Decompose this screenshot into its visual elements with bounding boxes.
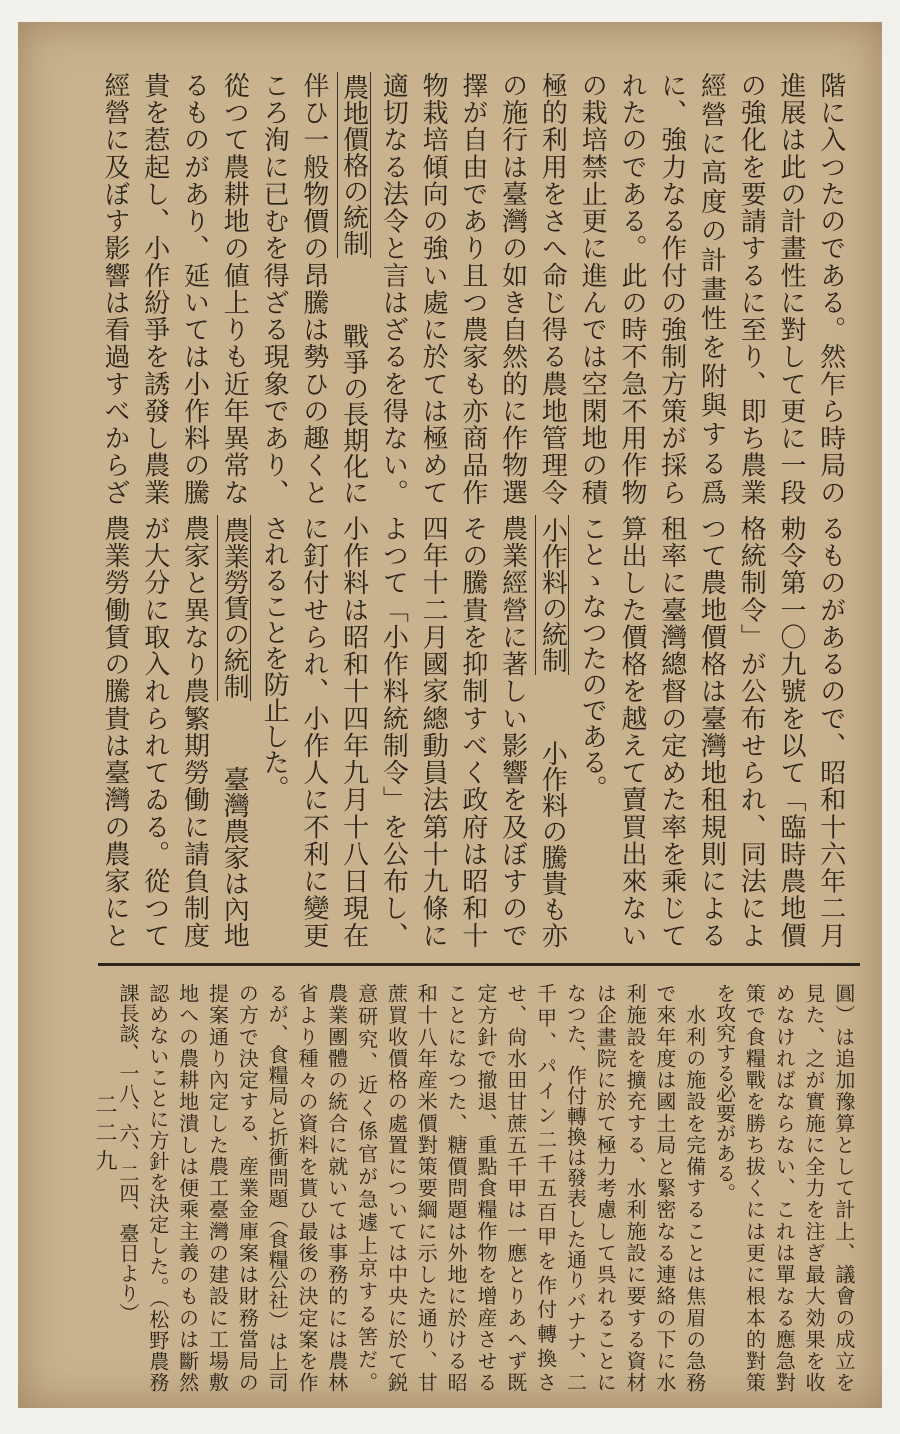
column-text: 算出した價格を越えて賣買出來ない bbox=[616, 515, 647, 948]
column-text: を攻究する必要がある。 bbox=[712, 983, 737, 1203]
text-column bbox=[296, 983, 318, 1392]
text-column bbox=[498, 515, 528, 948]
column-text: 進展は此の計畫性に對して更に一段 bbox=[776, 72, 807, 505]
column-text: 農業團體の統合に就いては事務的には農林 bbox=[324, 983, 349, 1392]
text-column bbox=[696, 515, 726, 948]
column-text: ことになつた、糖價問題は外地に於ける昭 bbox=[444, 983, 469, 1392]
text-column bbox=[259, 515, 289, 948]
column-text: 戰爭の長期化に bbox=[338, 323, 369, 505]
text-column bbox=[259, 72, 289, 505]
text-column bbox=[326, 983, 348, 1392]
column-text: 千甲、パイン二千五百甲を作付轉換さ bbox=[533, 983, 558, 1392]
text-column bbox=[657, 515, 687, 948]
text-column bbox=[696, 72, 726, 505]
text-column bbox=[535, 983, 557, 1392]
text-column bbox=[266, 983, 288, 1392]
column-text: るが、食糧局と折衝問題（食糧公社）は上司 bbox=[265, 983, 290, 1393]
column-text: 水利の施設を完備することは焦眉の急務 bbox=[682, 983, 707, 1392]
column-text: 省より種々の資料を貰ひ最後の決定案を作 bbox=[294, 983, 319, 1392]
text-column bbox=[684, 983, 706, 1392]
text-column bbox=[657, 72, 687, 505]
text-column bbox=[475, 983, 497, 1392]
column-text: 從つて農耕地の値上りも近年異常な bbox=[219, 72, 250, 505]
text-column bbox=[458, 72, 488, 505]
column-text: 定方針で撤退、重點食糧作物を增産させる bbox=[473, 983, 498, 1392]
column-text: 伴ひ一般物價の昂騰は勢ひの趣くと bbox=[298, 72, 329, 505]
column-text: 地への農耕地潰しは便乘主義のものは斷然 bbox=[175, 983, 200, 1392]
column-text: その騰貴を抑制すべく政府は昭和十 bbox=[457, 515, 488, 948]
text-column bbox=[624, 983, 646, 1392]
text-column bbox=[219, 72, 249, 505]
text-column bbox=[356, 983, 378, 1392]
section-heading: 小作料の統制 bbox=[537, 517, 568, 673]
column-text: 小作料の騰貴も亦 bbox=[537, 740, 568, 948]
column-text: れたのである。此の時不急不用作物 bbox=[616, 72, 647, 505]
text-column bbox=[736, 515, 766, 948]
text-column bbox=[537, 72, 567, 505]
column-text: 意研究、近く係官が急遽上京する筈だ。 bbox=[354, 983, 379, 1392]
column-text: よつて「小作料統制令」を公布し、 bbox=[378, 515, 409, 948]
column-text: に釘付せられ、小作人に不利に變更 bbox=[298, 515, 329, 948]
text-column bbox=[100, 72, 130, 505]
column-text: 提案通り內定した農工臺灣の建設に工場敷 bbox=[205, 983, 230, 1392]
text-column bbox=[140, 515, 170, 948]
column-text: るものがあるので、昭和十六年二月 bbox=[815, 515, 846, 948]
text-column bbox=[743, 983, 765, 1392]
text-column bbox=[415, 983, 437, 1392]
text-column bbox=[418, 72, 448, 505]
column-text: 勅令第一〇九號を以て「臨時農地價 bbox=[776, 515, 807, 948]
column-text: 小作料は昭和十四年九月十八日現在 bbox=[338, 515, 369, 948]
text-column bbox=[299, 515, 329, 948]
column-text: 農業勞働賃の騰貴は臺灣の農家にと bbox=[100, 515, 130, 948]
column-text: 物栽培傾向の強い處に於ては極めて bbox=[418, 72, 449, 505]
column-text: 認めないことに方針を決定した。（松野農務 bbox=[145, 983, 170, 1392]
text-column bbox=[505, 983, 527, 1392]
column-text: 租率に臺灣總督の定めた率を乘じて bbox=[656, 515, 687, 948]
column-text: 課長談、一八、六、二四、臺日より） bbox=[116, 983, 140, 1323]
column-text: で來年度は國土局と緊密なる連絡の下に水 bbox=[652, 983, 677, 1392]
text-column bbox=[219, 515, 249, 948]
text-column bbox=[206, 983, 228, 1392]
text-column bbox=[833, 983, 855, 1392]
column-text: 利施設を擴充する、水利施設に要する資材 bbox=[623, 983, 648, 1392]
column-text: 適切なる法令と言はざるを得ない。 bbox=[378, 72, 409, 505]
column-text: 四年十二月國家總動員法第十九條に bbox=[418, 515, 449, 948]
text-column bbox=[180, 72, 210, 505]
middle-text-block bbox=[100, 515, 846, 948]
text-column bbox=[776, 515, 806, 948]
column-text: 策で食糧戰を勝ち拔くには更に根本的對策 bbox=[742, 983, 767, 1392]
text-column bbox=[736, 72, 766, 505]
text-column bbox=[803, 983, 825, 1392]
text-column bbox=[140, 72, 170, 505]
text-column bbox=[445, 983, 467, 1392]
column-text: なつた、作付轉換は發表した通りバナナ、二 bbox=[563, 983, 588, 1393]
column-text: されることを防止した。 bbox=[259, 515, 290, 801]
column-text: るものがあり、延いては小作料の騰 bbox=[179, 72, 210, 505]
text-column bbox=[378, 72, 408, 505]
column-text: 農業經營に著しい影響を及ぼすので bbox=[497, 515, 528, 948]
text-column bbox=[816, 515, 846, 948]
text-column bbox=[299, 72, 329, 505]
text-column bbox=[654, 983, 676, 1392]
text-column bbox=[117, 983, 139, 1392]
column-text: の方で決定する、産業金庫案は財務當局の bbox=[235, 983, 260, 1392]
text-column bbox=[418, 515, 448, 948]
column-text: は企畫院に於て極力考慮して呉れることに bbox=[593, 983, 618, 1392]
notes-block bbox=[117, 983, 855, 1392]
text-column bbox=[577, 72, 607, 505]
text-column bbox=[816, 72, 846, 505]
text-column bbox=[458, 515, 488, 948]
text-column bbox=[617, 515, 647, 948]
text-column bbox=[577, 515, 607, 948]
column-text: 擇が自由であり且つ農家も亦商品作 bbox=[457, 72, 488, 505]
column-text: せ、尙水田甘蔗五千甲は一應とりあへず既 bbox=[503, 983, 528, 1392]
column-text: 臺灣農家は內地 bbox=[219, 766, 250, 948]
column-text: 階に入つたのである。然乍ら時局の bbox=[815, 72, 846, 505]
text-column bbox=[537, 515, 567, 948]
column-text: の施行は臺灣の如き自然的に作物選 bbox=[497, 72, 528, 505]
text-column bbox=[177, 983, 199, 1392]
column-text: ことゝなつたのである。 bbox=[577, 515, 608, 801]
column-text: 農家と異なり農繁期勞働に請負制度 bbox=[179, 515, 210, 948]
upper-text-block bbox=[100, 72, 846, 505]
column-text: の強化を要請するに至り、即ち農業 bbox=[736, 72, 767, 505]
text-column bbox=[339, 72, 369, 505]
text-column bbox=[100, 515, 130, 948]
text-column bbox=[714, 983, 736, 1392]
text-column bbox=[498, 72, 528, 505]
column-text: 見た、之が實施に全力を注ぎ最大効果を收 bbox=[802, 983, 827, 1392]
column-text: 貴を惹起し、小作紛爭を誘發し農業 bbox=[139, 72, 170, 505]
section-heading: 農業勞賃の統制 bbox=[219, 517, 250, 699]
text-column bbox=[339, 515, 369, 948]
column-text: 和十八年産米價對策要綱に示した通り、甘 bbox=[414, 983, 439, 1392]
page-number: 二二九 bbox=[92, 1093, 117, 1177]
text-column bbox=[147, 983, 169, 1392]
divider-rule bbox=[98, 963, 860, 966]
column-text: 極的利用をさへ命じ得る農地管理令 bbox=[537, 72, 568, 505]
column-text: 蔗買收價格の處置については中央に於て鋭 bbox=[384, 983, 409, 1392]
text-column bbox=[594, 983, 616, 1392]
text-column bbox=[773, 983, 795, 1392]
column-text: が大分に取入れられてゐる。從つて bbox=[139, 515, 170, 948]
text-column bbox=[180, 515, 210, 948]
column-text: 經營に高度の計畫性を附與する爲 bbox=[696, 72, 727, 505]
text-column bbox=[378, 515, 408, 948]
column-text: 格統制令」が公布せられ、同法によ bbox=[736, 515, 767, 948]
column-text: ころ洵に已むを得ざる現象であり、 bbox=[259, 72, 290, 505]
column-text: つて農地價格は臺灣地租規則による bbox=[696, 515, 727, 948]
text-column bbox=[564, 983, 586, 1392]
text-column bbox=[776, 72, 806, 505]
section-heading: 農地價格の統制 bbox=[338, 74, 369, 256]
text-column bbox=[385, 983, 407, 1392]
column-text: の栽培禁止更に進んでは空閑地の積 bbox=[577, 72, 608, 505]
column-text: めなければならない、これは單なる應急對 bbox=[772, 983, 797, 1392]
text-column bbox=[617, 72, 647, 505]
column-text: に、強力なる作付の強制方策が採ら bbox=[656, 72, 687, 505]
text-column bbox=[236, 983, 258, 1392]
column-text: 圓）は追加豫算として計上、議會の成立を bbox=[831, 983, 856, 1392]
column-text: 經營に及ぼす影響は看過すべからざ bbox=[100, 72, 130, 505]
